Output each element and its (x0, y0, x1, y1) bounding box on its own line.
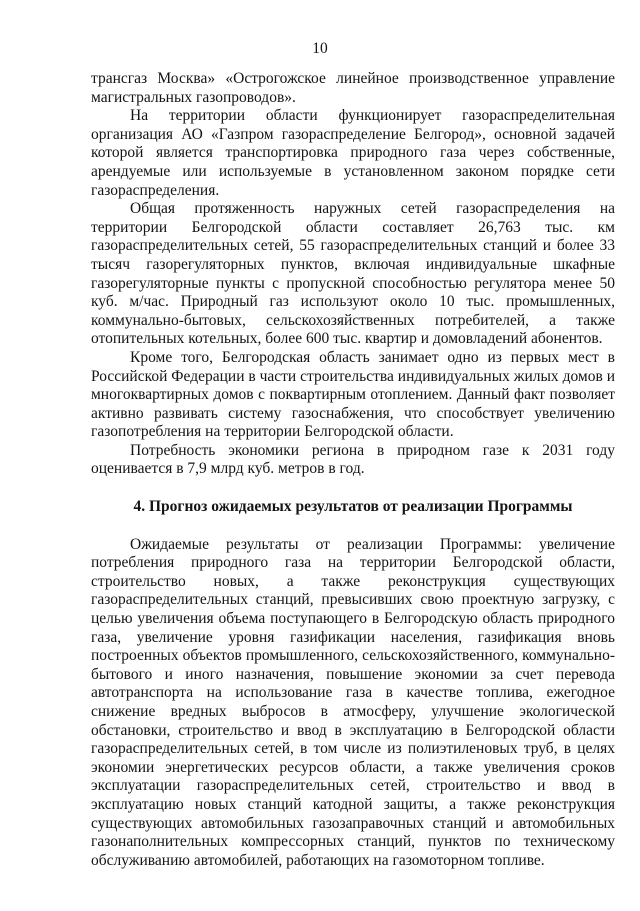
paragraph-gas-distribution-org: На территории области функционирует газораспределительная организация АО «Газпром газораспределение Белгород», основной задачей которой является транспортировка природного газа через собственные, арендуемые или используемые в установленном законом порядке сети газораспределения. (91, 107, 615, 199)
section-4-heading: 4. Прогноз ожидаемых результатов от реализации Программы (133, 498, 573, 516)
paragraph-continuation: трансгаз Москва» «Острогожское линейное производственное управление магистральных газопроводов». (91, 70, 615, 106)
document-body (91, 70, 615, 870)
page-number: 10 (312, 40, 328, 57)
paragraph-gas-demand: Потребность экономики региона в природном газе к 2031 году оценивается в 7,9 млрд куб. метров в год. (91, 441, 615, 478)
paragraph-housing-construction: Кроме того, Белгородская область занимает одно из первых мест в Российской Федерации в части строительства индивидуальных жилых домов и многоквартирных домов с поквартирным отоплением. Данный факт позволяет активно развивать систему газоснабжения, что способствует увеличению газопотребления на территории Белгородской области. (91, 348, 615, 441)
paragraph-expected-results: Ожидаемые результаты от реализации Программы: увеличение потребления природного газа на территории Белгородской области, строительство новых, а также реконструкция существующих газораспределительных станций, превысивших свою проектную загрузку, с целью увеличения объема поступающего в Белгородскую область природного газа, увеличение уровня газификации населения, газификация вновь построенных объектов промышленного, сельскохозяйственного, коммунально-бытового и иного назначения, повышение экономии за счет перевода автотранспорта на использование газа в качестве топлива, ежегодное снижение вредных выбросов в атмосферу, улучшение экологической обстановки, строительство и ввод в эксплуатацию в Белгородской области газораспределительных сетей, в том числе из полиэтиленовых труб, в целях экономии энергетических ресурсов области, а также увеличения сроков эксплуатации газораспределительных сетей, строительство и ввод в эксплуатацию новых станций катодной защиты, а также реконструкция существующих автомобильных газозаправочных станций и автомобильных газонаполнительных компрессорных станций, пунктов по техническому обслуживанию автомобилей, работающих на газомоторном топливе. (91, 535, 615, 869)
paragraph-network-length: Общая протяженность наружных сетей газораспределения на территории Белгородской области составляет 26,763 тыс. км газораспределительных сетей, 55 газораспределительных станций и более 33 тысяч газорегуляторных пунктов, включая индивидуальные шкафные газорегуляторные пункты с пропускной способностью регулятора менее 50 куб. м/час. Природный газ используют около 10 тыс. промышленных, коммунально-бытовых, сельскохозяйственных потребителей, а также отопительных котельных, более 600 тыс. квартир и домовладений абонентов. (91, 200, 615, 348)
